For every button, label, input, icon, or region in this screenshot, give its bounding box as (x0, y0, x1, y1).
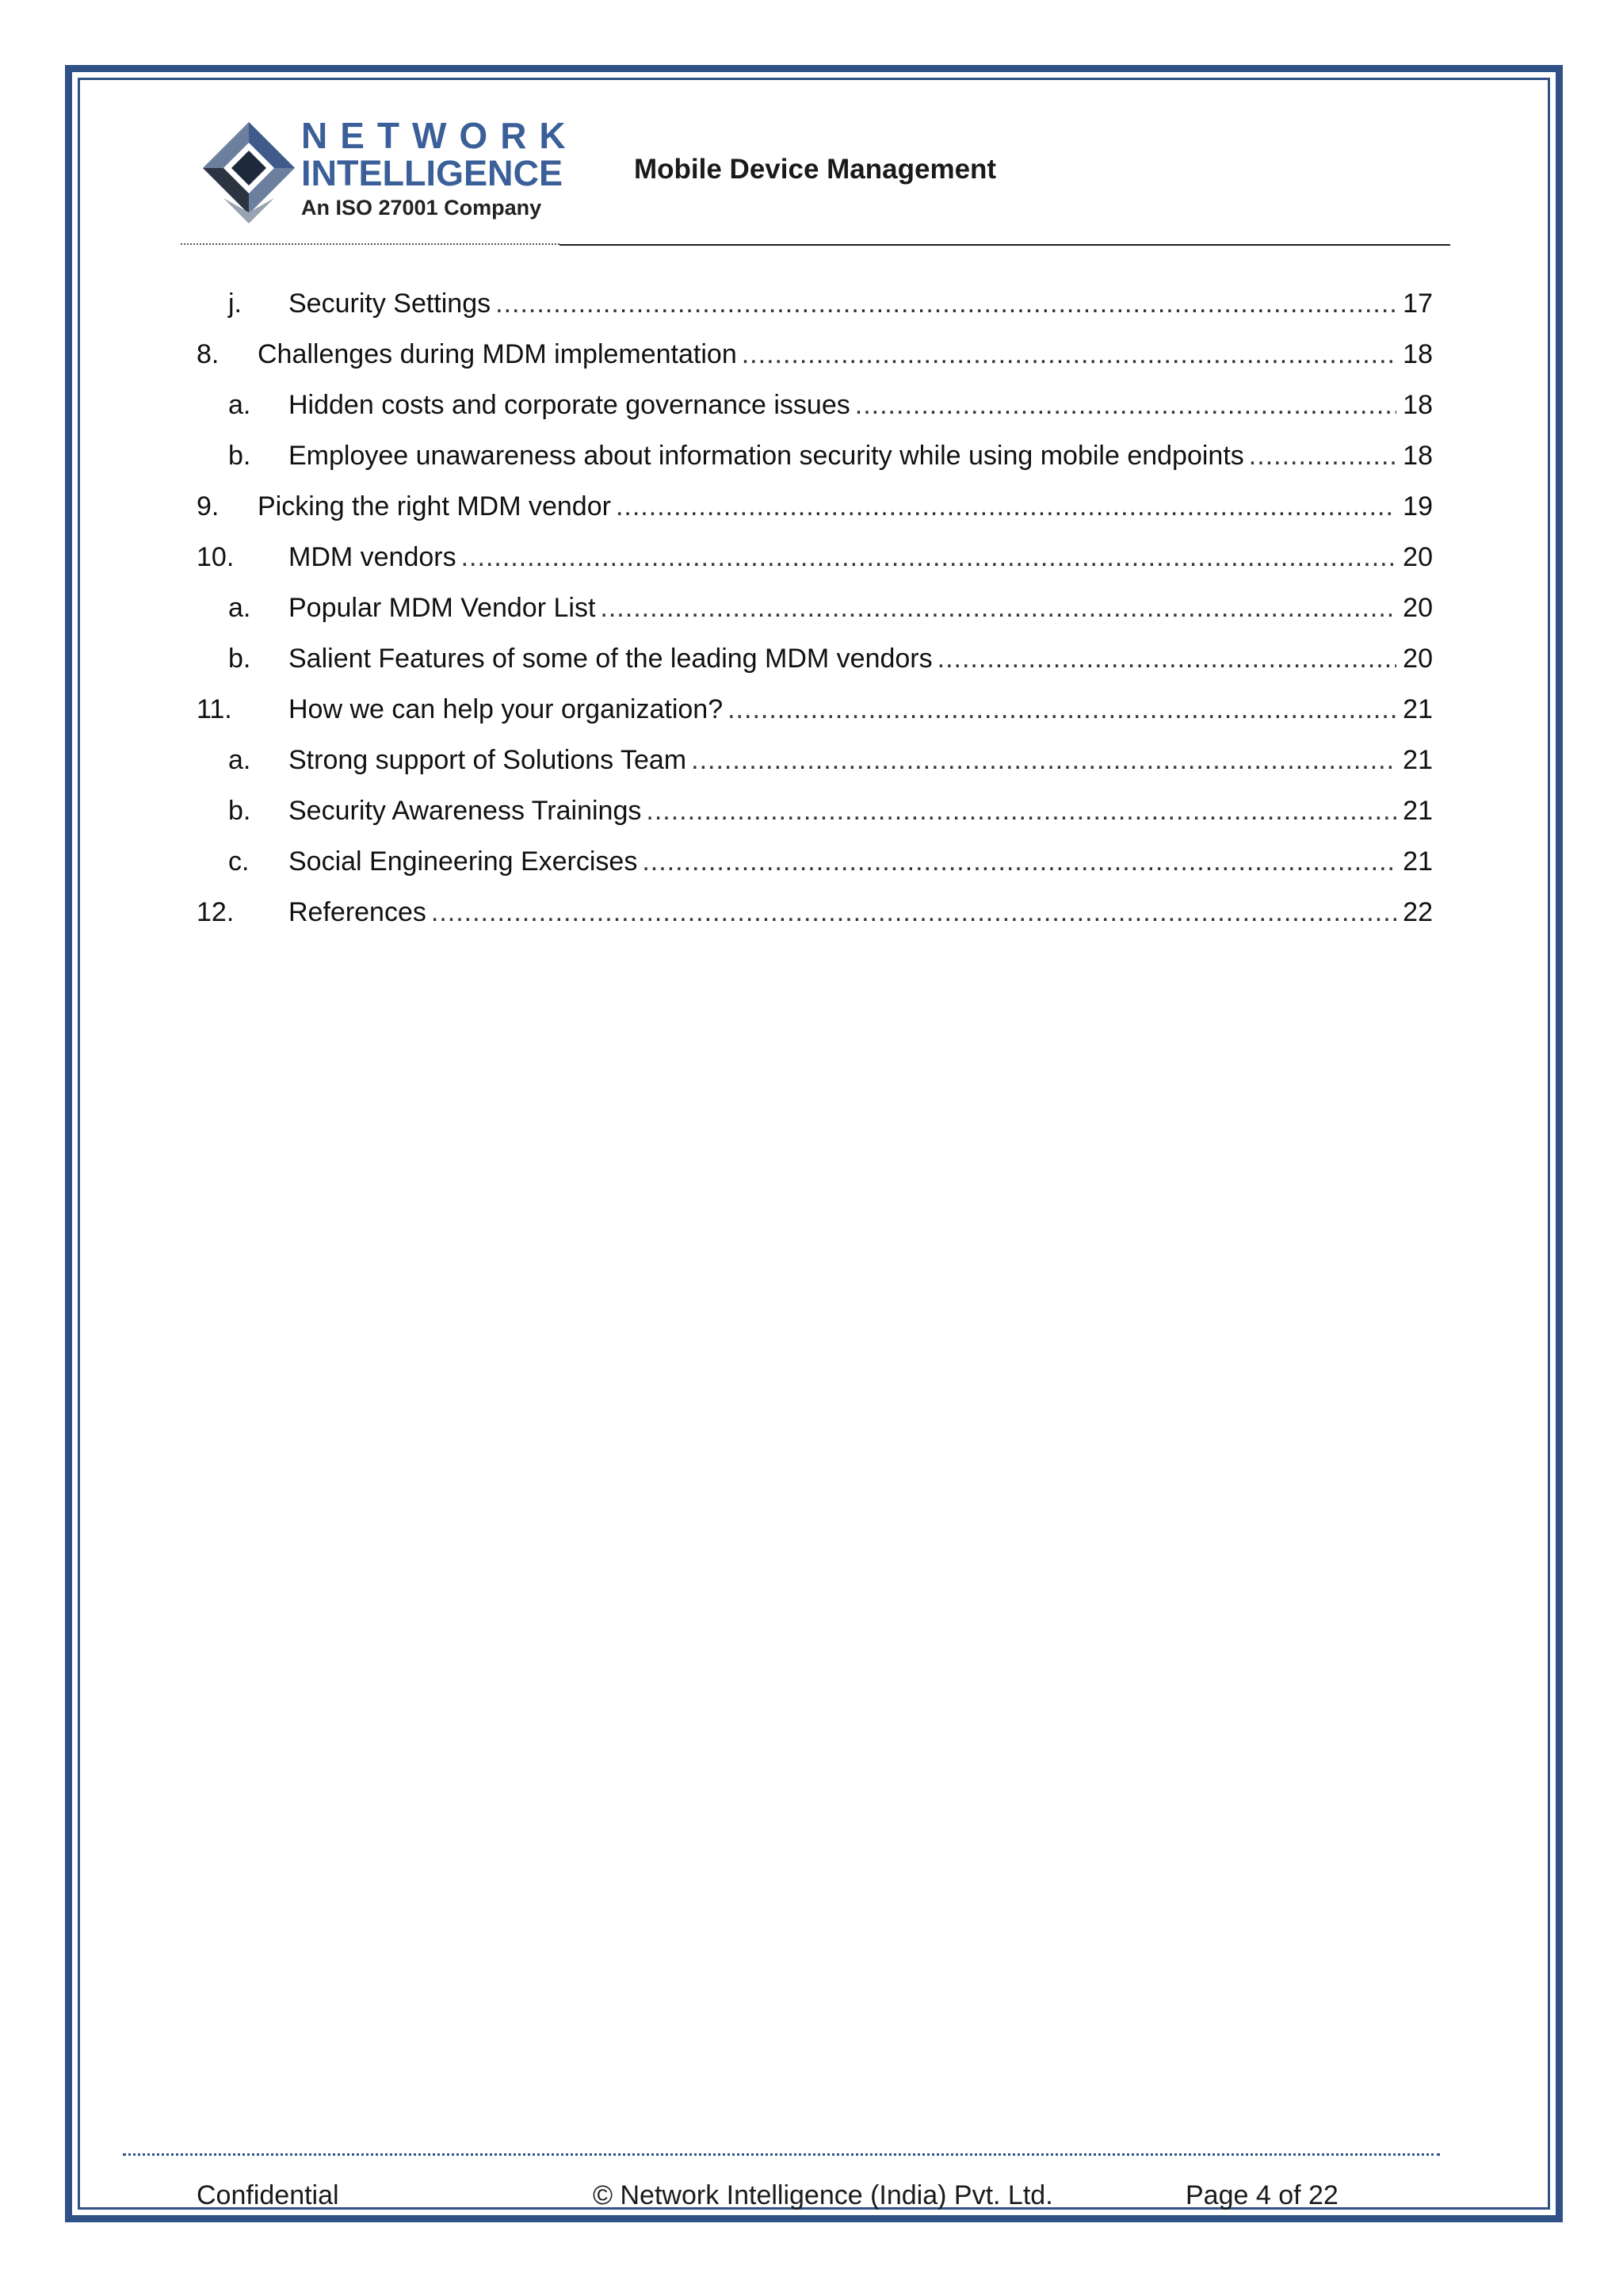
toc-dot-leader (938, 636, 1396, 681)
toc-entry[interactable] (197, 586, 1433, 636)
toc-entry[interactable] (197, 434, 1433, 484)
toc-entry-number: 9. (197, 491, 220, 521)
toc-entry-label: Strong support of Solutions Team (288, 745, 687, 775)
document-title: Mobile Device Management (634, 154, 997, 185)
toc-entry-number: b. (228, 796, 251, 826)
toc-entry[interactable] (197, 687, 1433, 738)
toc-entry-number: c. (228, 846, 250, 877)
toc-entry-label: Challenges during MDM implementation (258, 339, 737, 369)
toc-dot-leader (495, 281, 1396, 326)
toc-entry-label: Hidden costs and corporate governance issues (288, 390, 850, 420)
company-logo (200, 115, 579, 227)
toc-entry-page: 18 (1403, 339, 1433, 369)
toc-entry-label: Picking the right MDM vendor (258, 491, 611, 521)
toc-entry[interactable] (197, 789, 1433, 839)
toc-entry-number: j. (228, 288, 242, 319)
toc-entry[interactable] (197, 890, 1433, 941)
toc-entry[interactable] (197, 281, 1433, 332)
table-of-contents (197, 281, 1433, 941)
toc-dot-leader (461, 535, 1396, 579)
toc-entry-page: 18 (1403, 390, 1433, 420)
toc-dot-leader (600, 586, 1396, 630)
toc-dot-leader (855, 383, 1396, 427)
toc-entry-number: b. (228, 441, 251, 471)
toc-dot-leader (1249, 434, 1396, 478)
toc-entry-number: a. (228, 745, 251, 775)
toc-entry-label: Popular MDM Vendor List (288, 593, 596, 623)
toc-entry-page: 21 (1403, 694, 1433, 724)
toc-entry-page: 21 (1403, 745, 1433, 775)
toc-entry[interactable] (197, 332, 1433, 383)
toc-entry-number: a. (228, 593, 251, 623)
toc-entry-label: Salient Features of some of the leading MDM vendors (288, 644, 933, 674)
toc-entry[interactable] (197, 484, 1433, 535)
toc-entry-page: 18 (1403, 441, 1433, 471)
toc-dot-leader (691, 738, 1396, 782)
toc-dot-leader (727, 687, 1396, 732)
toc-entry-page: 21 (1403, 796, 1433, 826)
toc-entry-page: 20 (1403, 542, 1433, 572)
toc-entry-label: MDM vendors (288, 542, 456, 572)
toc-entry-page: 20 (1403, 593, 1433, 623)
header-rule (559, 244, 1450, 246)
toc-entry-number: 10. (197, 542, 235, 572)
toc-entry-label: Employee unawareness about information security while using mobile endpoints (288, 441, 1244, 471)
logo-text-network: NETWORK (301, 115, 579, 156)
toc-entry[interactable] (197, 636, 1433, 687)
toc-dot-leader (646, 789, 1396, 833)
header-rule-dotted (181, 243, 559, 245)
logo-text-intelligence: INTELLIGENCE (301, 153, 563, 193)
toc-entry-label: Security Awareness Trainings (288, 796, 642, 826)
toc-entry-page: 20 (1403, 644, 1433, 674)
toc-entry-page: 17 (1403, 288, 1433, 319)
toc-entry-page: 19 (1403, 491, 1433, 521)
footer-confidential: Confidential (197, 2180, 339, 2210)
toc-entry[interactable] (197, 383, 1433, 434)
diamond-logo-icon (200, 119, 298, 227)
toc-entry-number: 11. (197, 694, 232, 724)
toc-entry-number: a. (228, 390, 251, 420)
toc-entry[interactable] (197, 535, 1433, 586)
footer-copyright: © Network Intelligence (India) Pvt. Ltd. (593, 2180, 1053, 2210)
toc-entry[interactable] (197, 839, 1433, 890)
toc-entry-label: Social Engineering Exercises (288, 846, 638, 877)
toc-entry-number: b. (228, 644, 251, 674)
footer-rule (123, 2153, 1440, 2156)
toc-dot-leader (742, 332, 1396, 376)
toc-entry-number: 12. (197, 897, 235, 927)
toc-dot-leader (431, 890, 1396, 934)
toc-entry-label: How we can help your organization? (288, 694, 724, 724)
toc-entry-page: 21 (1403, 846, 1433, 877)
toc-entry-label: References (288, 897, 426, 927)
toc-entry-page: 22 (1403, 897, 1433, 927)
toc-dot-leader (642, 839, 1396, 884)
toc-dot-leader (616, 484, 1396, 529)
toc-entry-label: Security Settings (288, 288, 491, 319)
toc-entry-number: 8. (197, 339, 220, 369)
toc-entry[interactable] (197, 738, 1433, 789)
footer-page-number: Page 4 of 22 (1186, 2180, 1338, 2210)
logo-tagline: An ISO 27001 Company (301, 196, 542, 220)
